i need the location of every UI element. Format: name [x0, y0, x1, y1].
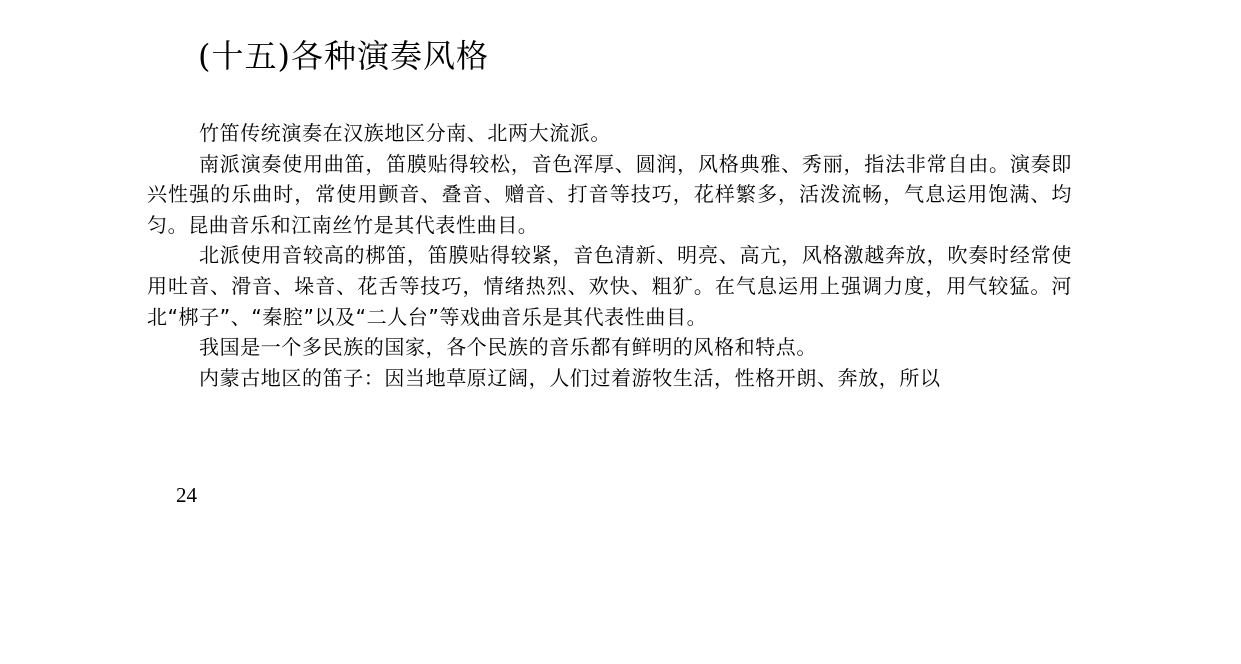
page-number: 24 [176, 483, 197, 507]
paragraph: 北派使用音较高的梆笛，笛膜贴得较紧，音色清新、明亮、高亢，风格激越奔放，吹奏时经常使用吐音、滑音、垛音、花舌等技巧，情绪热烈、欢快、粗犷。在气息运用上强调力度，用气较猛。河北“梆子”、“秦腔”以及“二人台”等戏曲音乐是其代表性曲目。 [147, 243, 1072, 329]
paragraph: 内蒙古地区的笛子：因当地草原辽阔，人们过着游牧生活，性格开朗、奔放，所以 [199, 365, 941, 390]
paragraph: 我国是一个多民族的国家，各个民族的音乐都有鲜明的风格和特点。 [199, 335, 817, 360]
section-heading: (十五)各种演奏风格 [198, 37, 489, 75]
paragraph: 竹笛传统演奏在汉族地区分南、北两大流派。 [199, 121, 611, 145]
paragraph: 南派演奏使用曲笛，笛膜贴得较松，音色浑厚、圆润，风格典雅、秀丽，指法非常自由。演奏即兴性强的乐曲时，常使用颤音、叠音、赠音、打音等技巧，花样繁多，活泼流畅，气息运用饱满、均匀。昆曲音乐和江南丝竹是其代表性曲目。 [147, 151, 1072, 237]
body-text [147, 118, 1072, 393]
